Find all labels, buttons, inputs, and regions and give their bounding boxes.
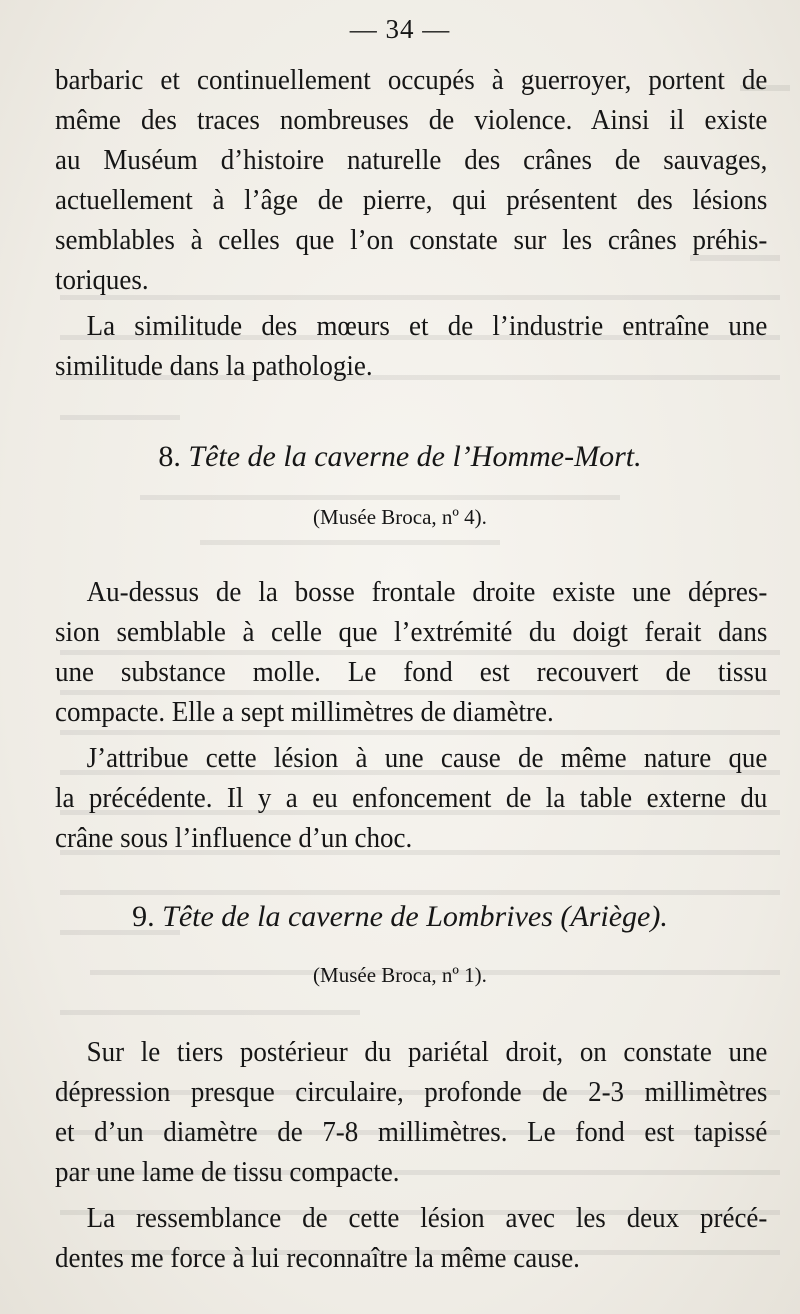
text-line: crâne sous l’influence d’un choc. <box>55 822 413 854</box>
section-title: Tête de la caverne de Lombrives (Ariège). <box>162 900 668 933</box>
text-line: par une lame de tissu compacte. <box>55 1156 400 1188</box>
section-number: 9. <box>132 900 155 933</box>
section-title: Tête de la caverne de l’Homme-Mort. <box>188 440 642 473</box>
paragraph-block-3 <box>55 1032 767 1278</box>
text-line: Sur le tiers postérieur du pariétal droit, on constate une <box>86 1036 768 1068</box>
section-number: 8. <box>158 440 181 473</box>
museum-reference: (Musée Broca, nº 1). <box>313 963 487 987</box>
text-line: compacte. Elle a sept millimètres de diamètre. <box>55 696 554 728</box>
text-line: actuellement à l’âge de pierre, qui présentent des lésions <box>55 184 768 216</box>
page-number: — 34 — <box>349 14 451 44</box>
text-line: barbaric et continuellement occupés à guerroyer, portent de <box>55 64 768 96</box>
text-line: Au-dessus de la bosse frontale droite existe une dépres- <box>86 576 768 608</box>
text-line: sion semblable à celle que l’extrémité du doigt ferait dans <box>55 616 768 648</box>
museum-reference: (Musée Broca, nº 4). <box>313 505 487 529</box>
text-line: et d’un diamètre de 7-8 millimètres. Le fond est tapissé <box>55 1116 768 1148</box>
paragraph-block-2 <box>55 572 767 858</box>
text-line: au Muséum d’histoire naturelle des crânes de sauvages, <box>55 144 768 176</box>
text-line: toriques. <box>55 264 149 296</box>
section-heading-9 <box>0 900 800 934</box>
text-line: similitude dans la pathologie. <box>55 350 373 382</box>
text-line: La ressemblance de cette lésion avec les deux précé- <box>86 1202 768 1234</box>
text-line: dentes me force à lui reconnaître la même cause. <box>55 1242 580 1274</box>
paragraph-block-1 <box>55 60 767 386</box>
text-line: dépression presque circulaire, profonde de 2-3 millimètres <box>55 1076 768 1108</box>
text-line: la précédente. Il y a eu enfoncement de la table externe du <box>55 782 768 814</box>
section-heading-8 <box>0 440 800 474</box>
text-line: La similitude des mœurs et de l’industrie entraîne une <box>86 310 768 342</box>
text-line: même des traces nombreuses de violence. Ainsi il existe <box>55 104 768 136</box>
text-line: semblables à celles que l’on constate sur les crânes préhis- <box>55 224 768 256</box>
text-line: J’attribue cette lésion à une cause de même nature que <box>86 742 768 774</box>
text-line: une substance molle. Le fond est recouvert de tissu <box>55 656 768 688</box>
